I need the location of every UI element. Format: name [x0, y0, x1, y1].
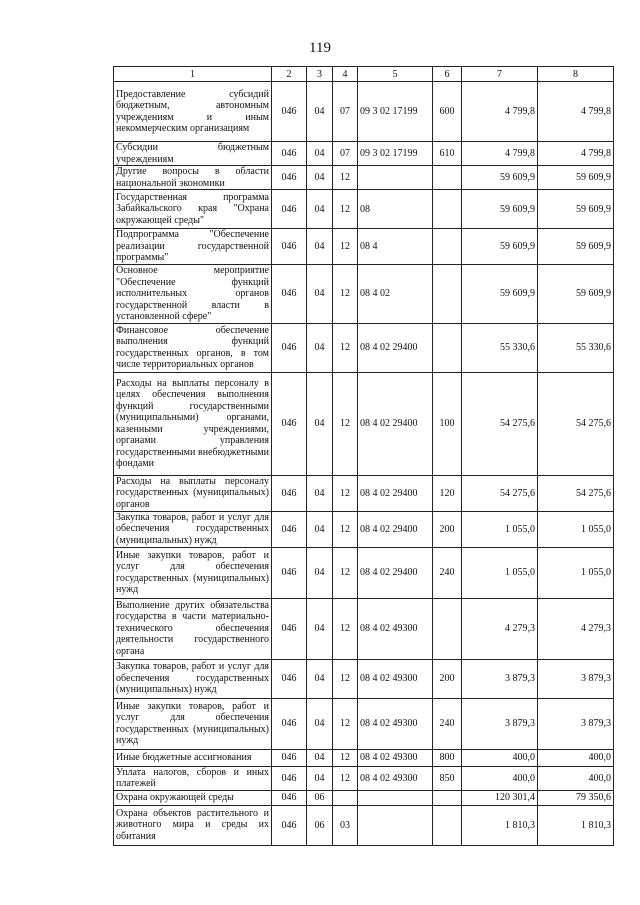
amount-cell: 59 609,9	[538, 229, 614, 265]
table-row	[114, 82, 614, 142]
table-row	[114, 372, 614, 475]
expense-type-cell: 100	[433, 372, 462, 475]
grbs-cell: 046	[272, 790, 307, 805]
grbs-cell: 046	[272, 598, 307, 659]
subsection-cell: 12	[333, 749, 358, 766]
target-article-cell: 08 4 02 49300	[358, 598, 433, 659]
expense-type-cell: 610	[433, 142, 462, 166]
subsection-cell	[333, 790, 358, 805]
table-row	[114, 805, 614, 845]
section-cell: 04	[307, 511, 333, 547]
amount-cell: 54 275,6	[538, 372, 614, 475]
table-row	[114, 323, 614, 372]
expense-type-cell: 120	[433, 475, 462, 511]
subsection-cell: 03	[333, 805, 358, 845]
grbs-cell: 046	[272, 659, 307, 698]
amount-cell: 59 609,9	[462, 265, 538, 324]
amount-cell: 4 799,8	[462, 142, 538, 166]
row-name-cell: Закупка товаров, работ и услуг для обеспечения государственных (муниципальных) нужд	[114, 511, 272, 547]
grbs-cell: 046	[272, 511, 307, 547]
grbs-cell: 046	[272, 82, 307, 142]
row-name-cell: Закупка товаров, работ и услуг для обеспечения государственных (муниципальных) нужд	[114, 659, 272, 698]
grbs-cell: 046	[272, 190, 307, 229]
grbs-cell: 046	[272, 265, 307, 324]
column-header: 2	[272, 67, 307, 82]
grbs-cell: 046	[272, 229, 307, 265]
row-name-cell: Подпрограмма "Обеспечение реализации государственной программы"	[114, 229, 272, 265]
row-name-cell: Иные бюджетные ассигнования	[114, 749, 272, 766]
table-row	[114, 142, 614, 166]
target-article-cell: 08 4 02	[358, 265, 433, 324]
section-cell: 04	[307, 323, 333, 372]
expense-type-cell	[433, 190, 462, 229]
table-row	[114, 598, 614, 659]
amount-cell: 4 799,8	[462, 82, 538, 142]
target-article-cell: 08 4 02 29400	[358, 511, 433, 547]
grbs-cell: 046	[272, 749, 307, 766]
amount-cell: 4 279,3	[462, 598, 538, 659]
table-row	[114, 749, 614, 766]
target-article-cell: 08	[358, 190, 433, 229]
section-cell: 04	[307, 82, 333, 142]
subsection-cell: 07	[333, 142, 358, 166]
amount-cell: 3 879,3	[538, 698, 614, 749]
target-article-cell: 09 3 02 17199	[358, 82, 433, 142]
grbs-cell: 046	[272, 142, 307, 166]
amount-cell: 55 330,6	[538, 323, 614, 372]
section-cell: 04	[307, 598, 333, 659]
section-cell: 04	[307, 749, 333, 766]
subsection-cell: 12	[333, 598, 358, 659]
budget-table	[113, 66, 614, 846]
amount-cell: 55 330,6	[462, 323, 538, 372]
target-article-cell	[358, 166, 433, 190]
table-row	[114, 547, 614, 598]
subsection-cell: 12	[333, 323, 358, 372]
target-article-cell: 08 4 02 29400	[358, 547, 433, 598]
section-cell: 04	[307, 475, 333, 511]
target-article-cell	[358, 805, 433, 845]
column-header: 8	[538, 67, 614, 82]
amount-cell: 400,0	[462, 749, 538, 766]
subsection-cell: 07	[333, 82, 358, 142]
section-cell: 04	[307, 659, 333, 698]
amount-cell: 4 799,8	[538, 142, 614, 166]
target-article-cell	[358, 790, 433, 805]
subsection-cell: 12	[333, 698, 358, 749]
section-cell: 06	[307, 805, 333, 845]
grbs-cell: 046	[272, 766, 307, 790]
expense-type-cell	[433, 166, 462, 190]
expense-type-cell: 200	[433, 659, 462, 698]
amount-cell: 3 879,3	[462, 698, 538, 749]
amount-cell: 79 350,6	[538, 790, 614, 805]
subsection-cell: 12	[333, 166, 358, 190]
row-name-cell: Финансовое обеспечение выполнения функций государственных органов, в том числе территориальных органов	[114, 323, 272, 372]
target-article-cell: 08 4 02 49300	[358, 698, 433, 749]
amount-cell: 54 275,6	[462, 372, 538, 475]
amount-cell: 54 275,6	[538, 475, 614, 511]
column-header: 7	[462, 67, 538, 82]
section-cell: 06	[307, 790, 333, 805]
row-name-cell: Расходы на выплаты персоналу государственных (муниципальных) органов	[114, 475, 272, 511]
expense-type-cell	[433, 265, 462, 324]
expense-type-cell: 600	[433, 82, 462, 142]
section-cell: 04	[307, 372, 333, 475]
page-number: 119	[309, 40, 331, 56]
expense-type-cell: 800	[433, 749, 462, 766]
target-article-cell: 08 4	[358, 229, 433, 265]
row-name-cell: Охрана объектов растительного и животного мира и среды их обитания	[114, 805, 272, 845]
section-cell: 04	[307, 698, 333, 749]
table-header-row	[114, 67, 614, 82]
row-name-cell: Иные закупки товаров, работ и услуг для обеспечения государственных (муниципальных) нужд	[114, 547, 272, 598]
target-article-cell: 08 4 02 49300	[358, 766, 433, 790]
table-row	[114, 190, 614, 229]
subsection-cell: 12	[333, 475, 358, 511]
expense-type-cell: 200	[433, 511, 462, 547]
row-name-cell: Уплата налогов, сборов и иных платежей	[114, 766, 272, 790]
amount-cell: 59 609,9	[462, 190, 538, 229]
grbs-cell: 046	[272, 166, 307, 190]
column-header: 6	[433, 67, 462, 82]
amount-cell: 59 609,9	[538, 166, 614, 190]
target-article-cell: 08 4 02 29400	[358, 323, 433, 372]
grbs-cell: 046	[272, 372, 307, 475]
row-name-cell: Предоставление субсидий бюджетным, автономным учреждениям и иным некоммерческим организациям	[114, 82, 272, 142]
row-name-cell: Расходы на выплаты персоналу в целях обеспечения выполнения функций государственными (муниципальными) органами, казенными учреждениями, органами управления государственными внебюджетными фондами	[114, 372, 272, 475]
amount-cell: 400,0	[538, 749, 614, 766]
amount-cell: 59 609,9	[462, 166, 538, 190]
grbs-cell: 046	[272, 805, 307, 845]
grbs-cell: 046	[272, 475, 307, 511]
amount-cell: 1 055,0	[538, 547, 614, 598]
subsection-cell: 12	[333, 265, 358, 324]
subsection-cell: 12	[333, 547, 358, 598]
amount-cell: 400,0	[462, 766, 538, 790]
expense-type-cell	[433, 598, 462, 659]
grbs-cell: 046	[272, 698, 307, 749]
amount-cell: 59 609,9	[538, 265, 614, 324]
row-name-cell: Иные закупки товаров, работ и услуг для обеспечения государственных (муниципальных) нужд	[114, 698, 272, 749]
target-article-cell: 08 4 02 29400	[358, 475, 433, 511]
target-article-cell: 09 3 02 17199	[358, 142, 433, 166]
row-name-cell: Выполнение других обязательства государства в части материально-технического обеспечения деятельности государственного органа	[114, 598, 272, 659]
row-name-cell: Субсидии бюджетным учреждениям	[114, 142, 272, 166]
table-row	[114, 790, 614, 805]
row-name-cell: Основное мероприятие "Обеспечение функций исполнительных органов государственной власти в установленной сфере"	[114, 265, 272, 324]
section-cell: 04	[307, 190, 333, 229]
grbs-cell: 046	[272, 323, 307, 372]
row-name-cell: Охрана окружающей среды	[114, 790, 272, 805]
amount-cell: 400,0	[538, 766, 614, 790]
expense-type-cell	[433, 229, 462, 265]
amount-cell: 3 879,3	[462, 659, 538, 698]
table-row	[114, 698, 614, 749]
expense-type-cell	[433, 805, 462, 845]
table-row	[114, 511, 614, 547]
target-article-cell: 08 4 02 49300	[358, 749, 433, 766]
amount-cell: 54 275,6	[462, 475, 538, 511]
column-header: 4	[333, 67, 358, 82]
subsection-cell: 12	[333, 766, 358, 790]
section-cell: 04	[307, 229, 333, 265]
subsection-cell: 12	[333, 229, 358, 265]
amount-cell: 120 301,4	[462, 790, 538, 805]
amount-cell: 1 055,0	[538, 511, 614, 547]
table-row	[114, 766, 614, 790]
amount-cell: 4 799,8	[538, 82, 614, 142]
column-header: 1	[114, 67, 272, 82]
amount-cell: 1 055,0	[462, 511, 538, 547]
expense-type-cell	[433, 323, 462, 372]
table-row	[114, 229, 614, 265]
amount-cell: 1 810,3	[538, 805, 614, 845]
table-row	[114, 166, 614, 190]
section-cell: 04	[307, 142, 333, 166]
grbs-cell: 046	[272, 547, 307, 598]
table-row	[114, 265, 614, 324]
expense-type-cell: 240	[433, 698, 462, 749]
table-row	[114, 659, 614, 698]
section-cell: 04	[307, 766, 333, 790]
section-cell: 04	[307, 265, 333, 324]
section-cell: 04	[307, 547, 333, 598]
amount-cell: 3 879,3	[538, 659, 614, 698]
subsection-cell: 12	[333, 659, 358, 698]
amount-cell: 59 609,9	[462, 229, 538, 265]
subsection-cell: 12	[333, 511, 358, 547]
column-header: 5	[358, 67, 433, 82]
row-name-cell: Государственная программа Забайкальского края "Охрана окружающей среды"	[114, 190, 272, 229]
expense-type-cell: 240	[433, 547, 462, 598]
expense-type-cell: 850	[433, 766, 462, 790]
target-article-cell: 08 4 02 29400	[358, 372, 433, 475]
subsection-cell: 12	[333, 372, 358, 475]
amount-cell: 1 810,3	[462, 805, 538, 845]
row-name-cell: Другие вопросы в области национальной экономики	[114, 166, 272, 190]
column-header: 3	[307, 67, 333, 82]
target-article-cell: 08 4 02 49300	[358, 659, 433, 698]
section-cell: 04	[307, 166, 333, 190]
amount-cell: 59 609,9	[538, 190, 614, 229]
amount-cell: 4 279,3	[538, 598, 614, 659]
amount-cell: 1 055,0	[462, 547, 538, 598]
expense-type-cell	[433, 790, 462, 805]
table-row	[114, 475, 614, 511]
subsection-cell: 12	[333, 190, 358, 229]
